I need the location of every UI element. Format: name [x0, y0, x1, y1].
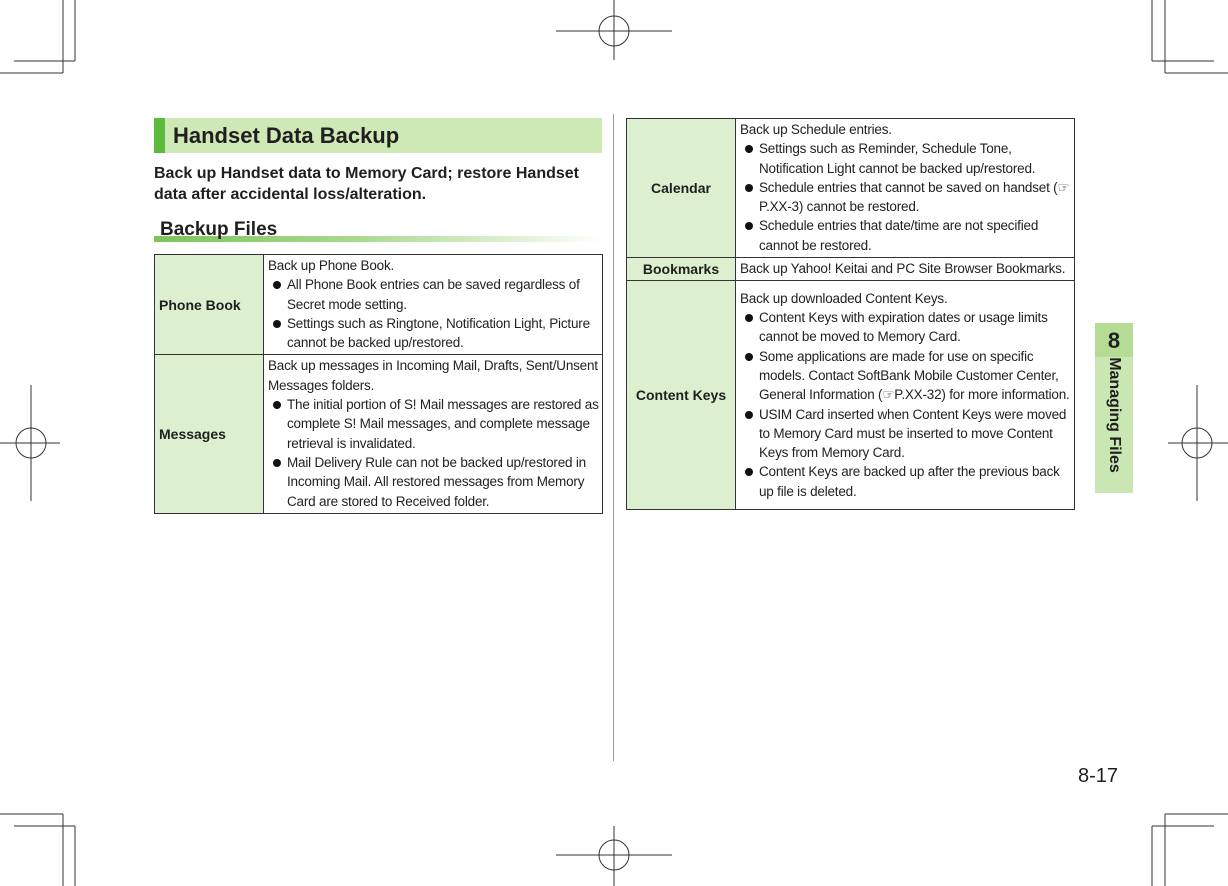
- column-divider: [613, 114, 614, 761]
- list-item: Content Keys with expiration dates or usage limits cannot be moved to Memory Card.: [740, 308, 1072, 347]
- list-item: Schedule entries that cannot be saved on handset (☞P.XX-3) cannot be restored.: [740, 178, 1072, 217]
- list-item: The initial portion of S! Mail messages are restored as complete S! Mail messages, and complete message retrieval is invalidated.: [268, 395, 600, 453]
- row-desc-content-keys: [736, 281, 1075, 510]
- row-lead: Back up Yahoo! Keitai and PC Site Browser Bookmarks.: [740, 261, 1066, 277]
- row-label-messages: Messages: [155, 355, 264, 513]
- table-row: [627, 119, 1075, 258]
- row-lead: Back up messages in Incoming Mail, Drafts, Sent/Unsent Messages folders.: [268, 358, 598, 393]
- section-subheading: Backup Files: [160, 219, 278, 240]
- list-item: Schedule entries that date/time are not specified cannot be restored.: [740, 216, 1072, 255]
- backup-files-table-right: [626, 118, 1075, 510]
- intro-text: Back up Handset data to Memory Card; restore Handset data after accidental loss/alteration.: [154, 165, 579, 203]
- row-label-bookmarks: Bookmarks: [627, 258, 736, 281]
- chapter-title: Managing Files: [1106, 357, 1123, 473]
- list-item: All Phone Book entries can be saved regardless of Secret mode setting.: [268, 275, 600, 314]
- list-item: Some applications are made for use on specific models. Contact SoftBank Mobile Customer Center, General Information (☞P.XX-32) for more information.: [740, 347, 1072, 405]
- row-lead: Back up downloaded Content Keys.: [740, 290, 948, 306]
- table-row: [155, 355, 603, 513]
- list-item: Mail Delivery Rule can not be backed up/restored in Incoming Mail. All restored messages from Memory Card are stored to Received folder.: [268, 453, 600, 511]
- row-lead: Back up Schedule entries.: [740, 122, 892, 137]
- chapter-number: 8: [1095, 323, 1133, 357]
- row-desc-bookmarks: [736, 258, 1075, 281]
- list-item: Settings such as Reminder, Schedule Tone, Notification Light cannot be backed up/restored.: [740, 139, 1072, 178]
- row-desc-messages: [264, 355, 603, 513]
- page-number: 8-17: [1078, 765, 1119, 787]
- backup-files-table-left: [154, 254, 603, 514]
- row-label-calendar: Calendar: [627, 119, 736, 258]
- list-item: Content Keys are backed up after the previous back up file is deleted.: [740, 462, 1072, 501]
- table-row: [627, 258, 1075, 281]
- row-desc-phone-book: [264, 255, 603, 355]
- table-row: [155, 255, 603, 355]
- row-desc-calendar: [736, 119, 1075, 258]
- row-lead: Back up Phone Book.: [268, 258, 395, 273]
- list-item: USIM Card inserted when Content Keys were moved to Memory Card must be inserted to move Content Keys from Memory Card.: [740, 405, 1072, 463]
- chapter-tab: [1095, 323, 1133, 493]
- list-item: Settings such as Ringtone, Notification Light, Picture cannot be backed up/restored.: [268, 314, 600, 353]
- page-title: Handset Data Backup: [154, 118, 602, 153]
- row-label-phone-book: Phone Book: [155, 255, 264, 355]
- table-row: [627, 281, 1075, 510]
- row-label-content-keys: Content Keys: [627, 281, 736, 510]
